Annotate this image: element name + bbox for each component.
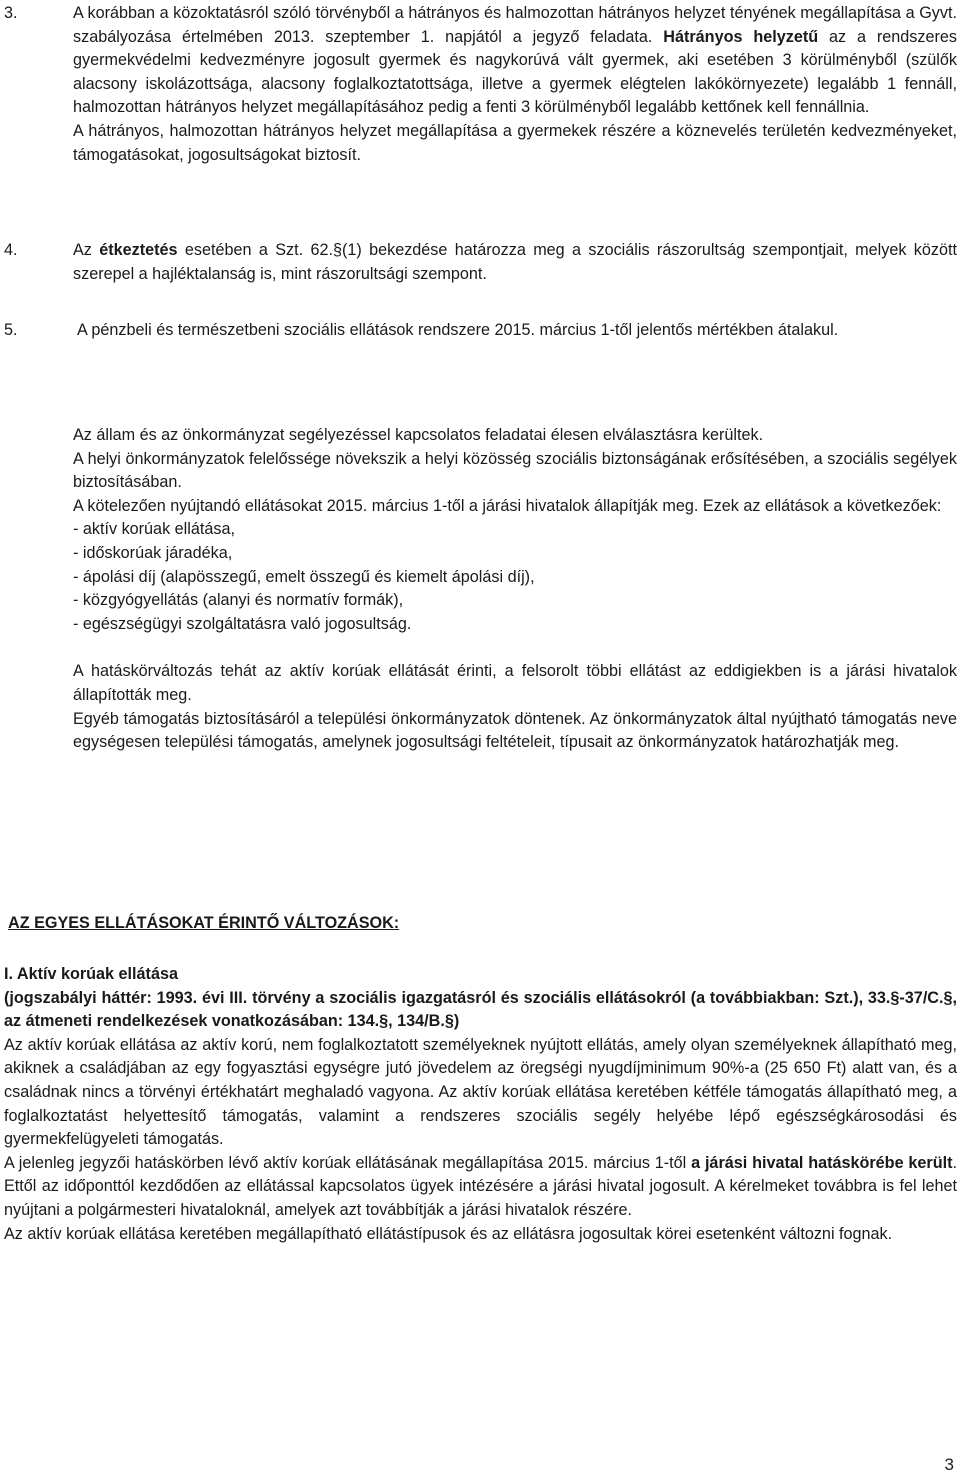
- paragraph: Az állam és az önkormányzat segélyezéssel kapcsolatos feladatai élesen elválasztásra kerültek.: [73, 426, 764, 444]
- item-4-paragraph: [73, 239, 957, 286]
- item-3-text-b: az a rendszeres gyermekvédelmi kedvezményre jogosult gyermek és nagykorúvá vált gyermek, aki esetében 3 körülményből (szülők alacsony iskolázottsága, alacsony foglalkoztatottsága, illetve a gyermek elégtelen lakókörnyezete) legalább 1 fennáll, halmozottan hátrányos helyzet megállapításához pedig a fenti 3 körülményből legalább kettőnek kell fennállnia.: [73, 27, 957, 117]
- paragraph-text-pre: A jelenleg jegyzői hatáskörben lévő aktív korúak ellátásának megállapítása 2015. március 1-től: [4, 1153, 692, 1172]
- section-5-body: [73, 424, 957, 755]
- section-1-body: [4, 963, 957, 1246]
- paragraph: [4, 1152, 957, 1223]
- item-3-paragraph: [73, 2, 957, 120]
- list-item: - közgyógyellátás (alanyi és normatív formák),: [73, 591, 404, 610]
- item-number: 4.: [4, 241, 18, 259]
- legal-background-text: (jogszabályi háttér: 1993. évi III. törvény a szociális igazgatásról és szociális ellátásokról (a továbbiakban: Szt.), 33.§-37/C.§, az átmeneti rendelkezések vonatkozásában: 134.§, 134/B.§): [4, 988, 957, 1031]
- paragraph-bold-text: a járási hivatal hatáskörébe került: [691, 1153, 953, 1172]
- item-3-text-a: A korábban a közoktatásról szóló törvényből a hátrányos és halmozottan hátrányos helyzet tényének megállapítása a Gyvt. szabályozása értelmében 2013. szeptember 1. napjától a jegyző feladata.: [73, 4, 957, 46]
- list-item: - ápolási díj (alapösszegű, emelt összegű és kiemelt ápolási díj),: [73, 567, 535, 586]
- item-4-text-post: esetében a Szt. 62.§(1) bekezdése határozza meg a szociális rászorultság szempontjait, melyek között szerepel a hajléktalanság is, mint rászorultsági szempont.: [73, 241, 957, 283]
- item-4-bold-term: étkeztetés: [99, 241, 178, 259]
- section-heading-block: [8, 912, 960, 936]
- section-title: [4, 963, 957, 987]
- paragraph: A kötelezően nyújtandó ellátásokat 2015. március 1-től a járási hivatalok állapítják meg. Ezek az ellátások a következőek:: [73, 496, 942, 515]
- paragraph: A hatáskörváltozás tehát az aktív korúak ellátását érinti, a felsorolt többi ellátást az eddigiekben is a járási hivatalok állapították meg.: [73, 662, 957, 704]
- paragraph: Az aktív korúak ellátása keretében megállapítható ellátástípusok és az ellátásra jogosultak körei esetenként változni fognak.: [4, 1224, 893, 1243]
- legal-background: [4, 987, 957, 1034]
- section-title-text: I. Aktív korúak ellátása: [4, 965, 178, 983]
- paragraph: Egyéb támogatás biztosításáról a települési önkormányzatok döntenek. Az önkormányzatok által nyújtható támogatás neve egységesen települési támogatás, amelynek jogosultsági feltételeit, típusait az önkormányzatok határozhatják meg.: [73, 709, 957, 752]
- item-3-paragraph-2: A hátrányos, halmozottan hátrányos helyzet megállapítása a gyermekek részére a köznevelés területén kedvezményeket, támogatásokat, jogosultságokat biztosít.: [73, 121, 957, 164]
- page-number: 3: [944, 1455, 954, 1474]
- item-5-paragraph: A pénzbeli és természetbeni szociális ellátások rendszere 2015. március 1-től jelentős mértékben átalakul.: [77, 321, 839, 339]
- paragraph: A helyi önkormányzatok felelőssége növekszik a helyi közösség szociális biztonságának erősítésében, a szociális segélyek biztosításában.: [73, 449, 957, 492]
- item-4-text-pre: Az: [73, 241, 100, 259]
- paragraph-text-post: . Ettől az időponttól kezdődően az ellátással kapcsolatos ügyek intézésére a járási hivatal jogosult. A kérelmeket továbbra is fel lehet nyújtani a polgármesteri hivataloknál, amelyek azt továbbítják a járási hivatalok részére.: [4, 1153, 957, 1219]
- list-item: - időskorúak járadéka,: [73, 543, 233, 562]
- item-number: 5.: [4, 321, 18, 339]
- list-item: - egészségügyi szolgáltatásra való jogosultság.: [73, 614, 412, 633]
- list-item-3: [0, 2, 960, 167]
- item-3-bold-term: Hátrányos helyzetű: [663, 27, 819, 46]
- paragraph: Az aktív korúak ellátása az aktív korú, nem foglalkoztatott személyeknek nyújtott ellátás, amely olyan személyeknek állapítható meg, akiknek a családjában az egy fogyasztási egységre jutó jövedelem az öregségi nyugdíjminimum 90%-a (25 650 Ft) alatt van, és a családnak nincs a törvényi értékhatárt meghaladó vagyona. Az aktív korúak ellátása keretében kétféle támogatás állapítható meg, a foglalkoztatást helyettesítő támogatás, valamint a rendszeres szociális segély helyébe lépő egészségkárosodási és gyermekfelügyeleti támogatás.: [4, 1035, 957, 1149]
- list-item: - aktív korúak ellátása,: [73, 520, 235, 539]
- list-item-5: [0, 319, 960, 343]
- item-number: 3.: [4, 4, 18, 22]
- section-heading: AZ EGYES ELLÁTÁSOKAT ÉRINTŐ VÁLTOZÁSOK:: [8, 914, 400, 932]
- list-item-4: [0, 239, 960, 286]
